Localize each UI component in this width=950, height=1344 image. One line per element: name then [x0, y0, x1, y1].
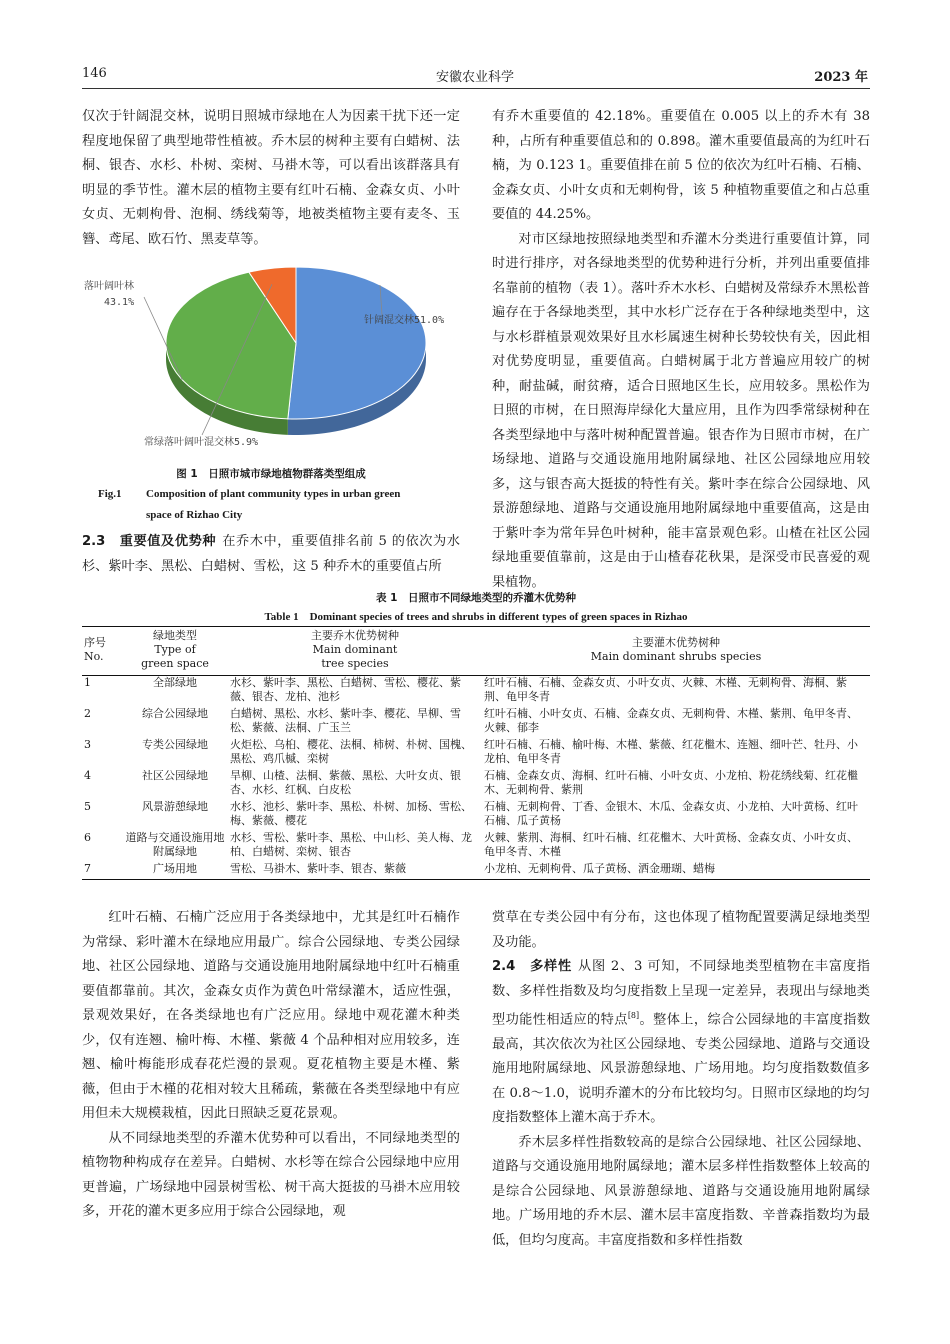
table-row: [82, 707, 870, 738]
header-rule: [82, 88, 870, 89]
cell-no: 4: [84, 769, 91, 782]
cell-trees: 雪松、马褂木、紫叶李、银杏、紫薇: [230, 862, 406, 875]
cell-type: 综合公园绿地: [142, 707, 208, 720]
paragraph: 红叶石楠、石楠广泛应用于各类绿地中，尤其是红叶石楠作为常绿、彩叶灌木在绿地应用最广。综合公园绿地、专类公园绿地、社区公园绿地、道路与交通设施用地附属绿地中红叶石楠重要值都靠前。其次，金森女贞作为黄色叶常绿灌木，适应性强，景观效果好，在各类绿地也有广泛应用。绿地中观花灌木种类少，仅有连翘、榆叶梅、木槿、紫薇 4 个品种相对应用较多，连翘、榆叶梅能形成春花烂漫的景观。夏花植物主要是木槿、紫薇，但由于木槿的花相对较大且稀疏，紫薇在各类型绿地中有应用但未大规模栽植，因此日照缺乏夏花景观。: [82, 910, 460, 1121]
section-2-3-heading: 2.3 重要值及优势种: [82, 534, 217, 549]
figure-1-caption-cn: 图 1 日照市城市绿地植物群落类型组成: [176, 468, 366, 480]
cell-shrubs: 红叶石楠、石楠、金森女贞、小叶女贞、火棘、木槿、无刺枸骨、海桐、紫荆、龟甲冬青: [484, 676, 847, 703]
cell-shrubs: 红叶石楠、石楠、榆叶梅、木槿、紫薇、红花檵木、连翘、细叶芒、牡丹、小龙柏、龟甲冬青: [484, 738, 858, 765]
label-broadleaf-name: 落叶阔叶林: [84, 281, 134, 292]
cell-no: 1: [84, 676, 91, 689]
cell-type: 社区公园绿地: [142, 769, 208, 782]
cell-shrubs: 火棘、紫荆、海桐、红叶石楠、红花檵木、大叶黄杨、金森女贞、小叶女贞、龟甲冬青、木槿: [484, 831, 858, 858]
cell-type: 专类公园绿地: [142, 738, 208, 751]
figure-1-pie-chart: [82, 255, 460, 455]
paragraph: 仅次于针阔混交林，说明日照城市绿地在人为因素干扰下还一定程度地保留了典型地带性植被。乔木层的树种主要有白蜡树、法桐、银杏、水杉、朴树、栾树、马褂木等，可以看出该群落具有明显的季节性。灌木层的植物主要有红叶石楠、金森女贞、小叶女贞、无刺枸骨、泡桐、绣线菊等，地被类植物主要有麦冬、玉簪、鸢尾、欧石竹、黑麦草等。: [82, 109, 460, 247]
header-type: 绿地类型 Type of green space: [141, 629, 209, 670]
cell-trees: 水杉、紫叶李、黑松、白蜡树、雪松、樱花、紫薇、银杏、龙柏、池杉: [230, 676, 461, 703]
cell-shrubs: 石楠、无刺枸骨、丁香、金银木、木瓜、金森女贞、小龙柏、大叶黄杨、红叶石楠、瓜子黄杨: [484, 800, 858, 827]
label-evergreen-mixed: 常绿落叶阔叶混交林5.9%: [144, 437, 259, 448]
figure-1-caption-en-label: Fig.1: [98, 488, 122, 500]
left-column-top: [82, 105, 460, 252]
cell-trees: 火炬松、乌桕、樱花、法桐、柿树、朴树、国槐、黑松、鸡爪槭、栾树: [230, 738, 472, 765]
right-column-top: [492, 105, 870, 595]
bottom-left-column: [82, 906, 460, 1225]
cell-type: 全部绿地: [153, 676, 197, 689]
paragraph: 对市区绿地按照绿地类型和乔灌木分类进行重要值计算，同时进行排序，对各绿地类型的优势种进行分析，并列出重要值排名靠前的植物（表 1）。落叶乔木水杉、白蜡树及常绿乔木黑松普遍存在于各绿地类型，其中水杉广泛存在于各种绿地类型中，这与水杉群植景观效果好且水杉属速生树种长势较快有关，因此相对优势度明显，重要值高。白蜡树属于北方普遍应用较广的树种，耐盐碱，耐贫瘠，适合日照地区生长，应用较多。黑松作为日照的市树，在日照海岸绿化大量应用，且作为四季常绿树种在各类型绿地中与落叶树种配置普遍。银杏作为日照市市树，在广场绿地、道路与交通设施用地附属绿地、社区公园绿地应用较多，这与银杏高大挺拔的特性有关。紫叶李在综合公园绿地、风景游憩绿地、道路与交通设施用地附属绿地中重要值高，这是由于紫叶李为常年异色叶树种，能丰富景观色彩。山楂在社区公园绿地重要值靠前，这是由于山楂春花秋果，是深受市民喜爱的观果植物。: [492, 231, 870, 590]
cell-no: 5: [84, 800, 91, 813]
section-2-4-text-cont: 。整体上，综合公园绿地的丰富度指数最高，其次依次为社区公园绿地、专类公园绿地、道路与交通设施用地附属绿地、风景游憩绿地、广场用地。均匀度指数数值多在 0.8～1.0，说明乔灌木的分布比较均匀。日照市区绿地的均匀度指数整体上灌木高于乔木。: [492, 1012, 871, 1126]
table-header-row: [82, 627, 870, 676]
table-row: [82, 738, 870, 769]
paragraph: 乔木层多样性指数较高的是综合公园绿地、社区公园绿地、道路与交通设施用地附属绿地；灌木层多样性指数整体上较高的是综合公园绿地、风景游憩绿地、道路与交通设施用地附属绿地。广场用地的乔木层、灌木层丰富度指数、辛普森指数均为最低，但均匀度高。丰富度指数和多样性指数: [492, 1134, 870, 1248]
section-2-3-left: [82, 530, 460, 579]
cell-trees: 旱柳、山楂、法桐、紫薇、黑松、大叶女贞、银杏、水杉、红枫、白皮松: [230, 769, 461, 796]
paragraph: 有乔木重要值的 42.18%。重要值在 0.005 以上的乔木有 38 种，占所有种重要值总和的 0.898。灌木重要值最高的为红叶石楠，为 0.123 1。重要值排在前 5 位的依次为红叶石楠、石楠、金森女贞、小叶女贞和无刺枸骨，该 5 种植物重要值之和占总重要值的 44.25%。: [492, 109, 870, 222]
label-mixed-needle: 针阔混交林51.0%: [364, 315, 445, 326]
cell-trees: 水杉、池杉、紫叶李、黑松、朴树、加杨、雪松、梅、紫薇、樱花: [230, 800, 472, 827]
section-2-3-text: 在乔木中，重要值排名前 5 的依次为水杉、紫叶李、黑松、白蜡树、雪松，这 5 种乔木的重要值占所: [82, 534, 460, 574]
cell-shrubs: 石楠、金森女贞、海桐、红叶石楠、小叶女贞、小龙柏、粉花绣线菊、红花檵木、无刺枸骨、紫荆: [484, 769, 858, 796]
year: 2023 年: [814, 70, 868, 85]
table-row: [82, 769, 870, 800]
cell-no: 6: [84, 831, 91, 844]
table-row: [82, 800, 870, 831]
table-1: [82, 626, 870, 880]
reference-mark: [8]: [627, 1011, 640, 1020]
table-row: [82, 676, 870, 708]
header-no: 序号 No.: [84, 636, 106, 663]
table-1-title-en: Table 1 Dominant species of trees and shrubs in different types of green spaces in Rizhao: [264, 611, 688, 623]
table-row: [82, 862, 870, 880]
figure-1-caption-en-2: space of Rizhao City: [146, 509, 243, 521]
cell-trees: 白蜡树、黑松、水杉、紫叶李、樱花、旱柳、雪松、紫薇、法桐、广玉兰: [230, 707, 461, 734]
cell-shrubs: 红叶石楠、小叶女贞、石楠、金森女贞、无刺枸骨、木槿、紫荆、龟甲冬青、火棘、郁李: [484, 707, 858, 734]
header-shrubs: 主要灌木优势树种 Main dominant shrubs species: [590, 636, 762, 663]
cell-trees: 水杉、雪松、紫叶李、黑松、中山杉、美人梅、龙柏、白蜡树、栾树、银杏: [230, 831, 472, 858]
table-row: [82, 831, 870, 862]
paragraph: 从不同绿地类型的乔灌木优势种可以看出，不同绿地类型的植物物种构成存在差异。白蜡树、水杉等在综合公园绿地中应用更普遍，广场绿地中园景树雪松、树干高大挺拔的马褂木应用较多，开花的灌木更多应用于综合公园绿地，观: [82, 1130, 460, 1219]
paragraph: 赏草在专类公园中有分布，这也体现了植物配置要满足绿地类型及功能。: [492, 910, 870, 950]
cell-type: 广场用地: [153, 862, 197, 875]
cell-no: 2: [84, 707, 91, 720]
header-trees: 主要乔木优势树种 Main dominant tree species: [311, 629, 399, 670]
cell-no: 3: [84, 738, 91, 751]
label-broadleaf-pct: 43.1%: [104, 297, 135, 308]
bottom-right-column: [492, 906, 870, 1253]
cell-type: 道路与交通设施用地附属绿地: [125, 831, 225, 858]
cell-shrubs: 小龙柏、无刺枸骨、瓜子黄杨、洒金珊瑚、蜡梅: [484, 862, 715, 875]
cell-no: 7: [84, 862, 91, 875]
cell-type: 风景游憩绿地: [142, 800, 208, 813]
figure-1-caption-en-1: Composition of plant community types in urban green: [146, 488, 401, 500]
section-2-4-text: 从图 2、3 可知，不同绿地类型植物在丰富度指数、多样性指数及均匀度指数上呈现一定差异，表现出与绿地类型功能性相适应的特点: [492, 959, 870, 1028]
journal-name: 安徽农业科学: [435, 70, 514, 85]
section-2-4-heading: 2.4 多样性: [492, 959, 572, 974]
page-number: 146: [82, 66, 107, 81]
table-1-title-cn: 表 1 日照市不同绿地类型的乔灌木优势种: [376, 592, 576, 604]
